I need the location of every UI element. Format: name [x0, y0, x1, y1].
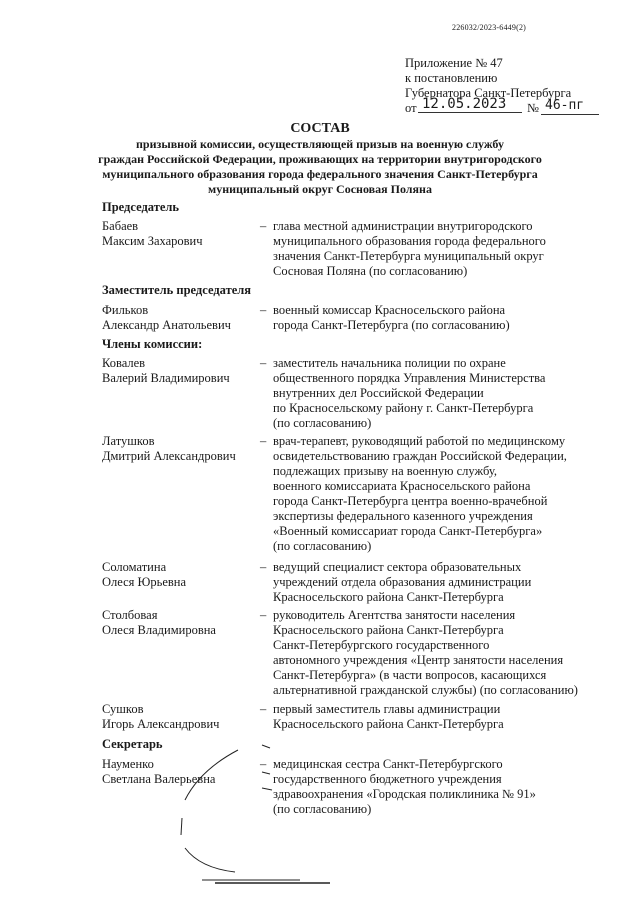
- dash: –: [260, 356, 267, 370]
- position-line: муниципального образования города федерального: [273, 234, 546, 248]
- position-line: Санкт-Петербургского государственного: [273, 638, 490, 652]
- position-line: Сосновая Поляна (по согласованию): [273, 264, 468, 278]
- given-names: Дмитрий Александрович: [102, 449, 236, 463]
- section-heading-members: Члены комиссии:: [102, 337, 203, 351]
- section-heading-secretary: Секретарь: [102, 737, 163, 751]
- number-prefix: №: [527, 101, 539, 115]
- position-line: руководитель Агентства занятости населения: [273, 608, 516, 622]
- subtitle-line: муниципальный округ Сосновая Поляна: [208, 182, 432, 196]
- position-line: здравоохранения «Городская поликлиника № 91»: [273, 787, 536, 801]
- dash: –: [260, 702, 267, 716]
- surname: Латушков: [102, 434, 155, 448]
- position-line: Красносельского района Санкт-Петербурга: [273, 717, 504, 731]
- position-line: внутренних дел Российской Федерации: [273, 386, 484, 400]
- page-title: СОСТАВ: [290, 121, 350, 136]
- position-line: города Санкт-Петербурга (по согласованию): [273, 318, 510, 332]
- dash: –: [260, 219, 267, 233]
- position-line: Красносельского района Санкт-Петербурга: [273, 623, 504, 637]
- appendix-line: к постановлению: [405, 71, 498, 85]
- given-names: Олеся Владимировна: [102, 623, 216, 637]
- order-number: 46-пг: [545, 98, 585, 113]
- position-line: военного комиссариата Красносельского района: [273, 479, 531, 493]
- subtitle-line: призывной комиссии, осуществляющей призыв на военную службу: [136, 137, 504, 151]
- appendix-line: Губернатора Санкт-Петербурга: [405, 86, 572, 100]
- dash: –: [260, 434, 267, 448]
- dash: –: [260, 303, 267, 317]
- given-names: Валерий Владимирович: [102, 371, 230, 385]
- position-line: первый заместитель главы администрации: [273, 702, 501, 716]
- position-line: ведущий специалист сектора образовательных: [273, 560, 522, 574]
- section-heading-deputy: Заместитель председателя: [102, 283, 252, 297]
- position-line: альтернативной гражданской службы) (по согласованию): [273, 683, 578, 697]
- given-names: Олеся Юрьевна: [102, 575, 187, 589]
- surname: Бабаев: [102, 219, 139, 233]
- surname: Соломатина: [102, 560, 167, 574]
- position-line: Санкт-Петербурга» (в части вопросов, касающихся: [273, 668, 547, 682]
- position-line: медицинская сестра Санкт-Петербургского: [273, 757, 503, 771]
- surname: Фильков: [102, 303, 149, 317]
- position-line: по Красносельскому району г. Санкт-Петербурга: [273, 401, 534, 415]
- position-line: государственного бюджетного учреждения: [273, 772, 502, 786]
- position-line: автономного учреждения «Центр занятости населения: [273, 653, 564, 667]
- appendix-line: Приложение № 47: [405, 56, 503, 70]
- position-line: врач-терапевт, руководящий работой по медицинскому: [273, 434, 566, 448]
- position-line: общественного порядка Управления Министерства: [273, 371, 546, 385]
- position-line: глава местной администрации внутригородского: [273, 219, 533, 233]
- surname: Столбовая: [102, 608, 158, 622]
- given-names: Светлана Валерьевна: [102, 772, 216, 786]
- surname: Сушков: [102, 702, 144, 716]
- subtitle-line: граждан Российской Федерации, проживающих на территории внутригородского: [98, 152, 542, 166]
- position-line: заместитель начальника полиции по охране: [273, 356, 506, 370]
- position-line: (по согласованию): [273, 539, 372, 553]
- position-line: «Военный комиссариат города Санкт-Петербурга»: [273, 524, 543, 538]
- position-line: (по согласованию): [273, 802, 372, 816]
- position-line: Красносельского района Санкт-Петербурга: [273, 590, 504, 604]
- order-date: 12.05.2023: [422, 96, 507, 112]
- position-line: военный комиссар Красносельского района: [273, 303, 506, 317]
- date-prefix: от: [405, 101, 417, 115]
- dash: –: [260, 757, 267, 771]
- dash: –: [260, 608, 267, 622]
- section-heading-chair: Председатель: [102, 200, 180, 214]
- given-names: Игорь Александрович: [102, 717, 220, 731]
- position-line: освидетельствованию граждан Российской Федерации,: [273, 449, 567, 463]
- position-line: подлежащих призыву на военную службу,: [273, 464, 497, 478]
- position-line: города Санкт-Петербурга центра военно-врачебной: [273, 494, 548, 508]
- position-line: учреждений отдела образования администрации: [273, 575, 532, 589]
- subtitle-line: муниципального образования города федерального значения Санкт-Петербурга: [102, 167, 538, 181]
- position-line: значения Санкт-Петербурга муниципальный округ: [273, 249, 544, 263]
- dash: –: [260, 560, 267, 574]
- document-number: 226032/2023-6449(2): [452, 23, 527, 32]
- position-line: (по согласованию): [273, 416, 372, 430]
- surname: Ковалев: [102, 356, 146, 370]
- given-names: Александр Анатольевич: [102, 318, 231, 332]
- given-names: Максим Захарович: [102, 234, 203, 248]
- surname: Науменко: [102, 757, 154, 771]
- position-line: экспертизы федерального казенного учреждения: [273, 509, 533, 523]
